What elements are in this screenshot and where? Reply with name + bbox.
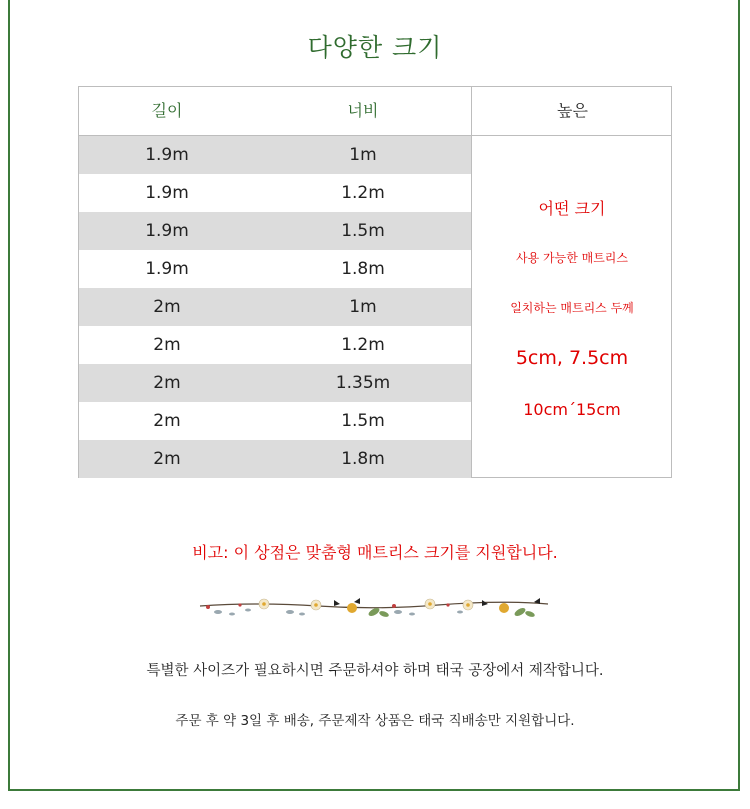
custom-order-text: 특별한 사이즈가 필요하시면 주문하셔야 하며 태국 공장에서 제작합니다. [146, 663, 604, 679]
cell-length: 1.9m [145, 259, 189, 279]
cell-length: 2m [153, 335, 181, 355]
shipping-text: 주문 후 약 3일 후 배송, 주문제작 상품은 태국 직배송만 지원합니다. [175, 713, 575, 729]
cell-length: 2m [153, 373, 181, 393]
height-info-line: 10cm´15cm [523, 400, 621, 419]
table-row [79, 402, 471, 440]
table-row [79, 250, 471, 288]
height-info-line: 사용 가능한 매트리스 [516, 251, 628, 265]
cell-width: 1m [349, 145, 377, 165]
floral-garland-icon [198, 592, 550, 626]
cell-width: 1.8m [341, 449, 385, 469]
table-row [79, 326, 471, 364]
table-row [79, 212, 471, 250]
cell-width: 1.2m [341, 183, 385, 203]
header-width: 너비 [347, 101, 379, 120]
height-info-line: 일치하는 매트리스 두께 [510, 301, 634, 315]
header-length: 길이 [151, 101, 183, 120]
size-table [78, 86, 672, 478]
table-row [79, 440, 471, 478]
header-height: 높은 [471, 87, 673, 135]
table-row [79, 174, 471, 212]
cell-width: 1.35m [335, 373, 391, 393]
cell-width: 1.8m [341, 259, 385, 279]
cell-length: 2m [153, 297, 181, 317]
cell-width: 1.5m [341, 221, 385, 241]
cell-width: 1.2m [341, 335, 385, 355]
height-info-cell [472, 136, 672, 477]
cell-length: 2m [153, 411, 181, 431]
page-title: 다양한 크기 [307, 33, 443, 62]
cell-length: 2m [153, 449, 181, 469]
cell-length: 1.9m [145, 145, 189, 165]
size-rows [79, 136, 471, 478]
cell-width: 1.5m [341, 411, 385, 431]
table-row [79, 288, 471, 326]
custom-size-note: 비고: 이 상점은 맞춤형 매트리스 크기를 지원합니다. [192, 543, 558, 562]
table-row [79, 364, 471, 402]
height-info-line: 어떤 크기 [538, 199, 606, 218]
table-row [79, 136, 471, 174]
cell-width: 1m [349, 297, 377, 317]
height-info-line: 5cm, 7.5cm [515, 347, 629, 369]
cell-length: 1.9m [145, 183, 189, 203]
cell-length: 1.9m [145, 221, 189, 241]
